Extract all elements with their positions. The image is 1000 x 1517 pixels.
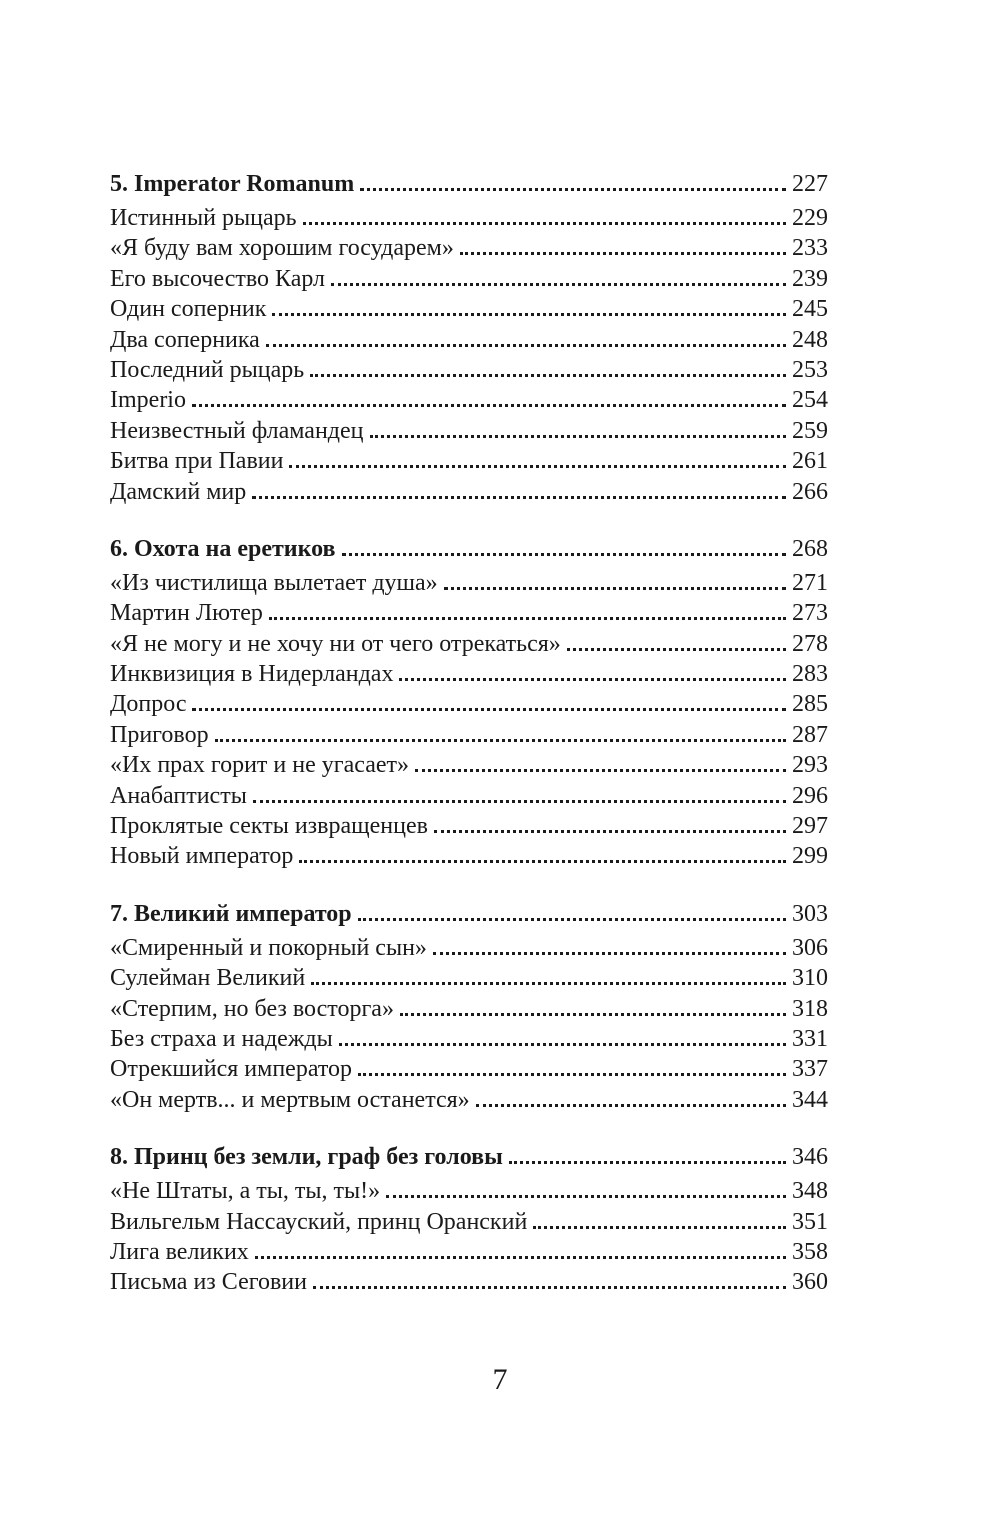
entry-title: Новый император: [110, 843, 294, 870]
dot-leader: [255, 1256, 786, 1259]
dot-leader: [310, 374, 786, 377]
dot-leader: [434, 830, 786, 833]
dot-leader: [386, 1195, 786, 1198]
toc-entry: [110, 933, 828, 963]
toc-entry: [110, 811, 828, 841]
chapter-7: [110, 896, 828, 1115]
entry-page-number: 360: [792, 1269, 828, 1296]
entry-title: Два соперника: [110, 326, 260, 353]
entry-title: Сулейман Великий: [110, 965, 306, 992]
entry-page-number: 310: [792, 965, 828, 992]
chapter-page-number: 227: [792, 171, 828, 197]
dot-leader: [252, 496, 786, 499]
entry-title: Отрекшийся император: [110, 1056, 353, 1083]
entry-page-number: 348: [792, 1178, 828, 1205]
toc-entry: [110, 568, 828, 598]
toc-entry: [110, 294, 828, 324]
dot-leader: [331, 283, 786, 286]
toc-entry: [110, 1176, 828, 1206]
entry-page-number: 266: [792, 478, 828, 505]
entry-title: Дамский мир: [110, 478, 247, 505]
chapter-title: 5. Imperator Romanum: [110, 171, 355, 197]
entry-page-number: 337: [792, 1056, 828, 1083]
entry-title: «Я буду вам хорошим государем»: [110, 235, 454, 262]
entry-title: Без страха и надежды: [110, 1025, 333, 1052]
dot-leader: [269, 617, 786, 620]
toc-entry: [110, 1207, 828, 1237]
toc-entry: [110, 598, 828, 628]
page-number: 7: [492, 1363, 508, 1396]
entry-page-number: 358: [792, 1238, 828, 1265]
entry-page-number: 344: [792, 1086, 828, 1113]
entry-title: Последний рыцарь: [110, 356, 305, 383]
chapter-title: 8. Принц без земли, граф без головы: [110, 1144, 503, 1171]
dot-leader: [399, 678, 786, 681]
toc-entry: [110, 629, 828, 659]
entry-title: Инквизиция в Нидерландах: [110, 661, 394, 688]
chapter-title: 7. Великий император: [110, 900, 352, 927]
entry-page-number: 283: [792, 661, 828, 688]
entry-page-number: 271: [792, 569, 828, 596]
dot-leader: [567, 648, 786, 651]
entry-title: Проклятые секты извращенцев: [110, 813, 428, 840]
entry-page-number: 293: [792, 752, 828, 779]
chapter-heading: [110, 896, 828, 933]
dot-leader: [266, 344, 786, 347]
toc-entry: [110, 659, 828, 689]
entry-title: Письма из Сеговии: [110, 1269, 307, 1296]
entry-page-number: 259: [792, 417, 828, 444]
entry-page-number: 318: [792, 995, 828, 1022]
dot-leader: [400, 1013, 786, 1016]
entry-page-number: 287: [792, 721, 828, 748]
toc-entry: [110, 385, 828, 415]
dot-leader: [533, 1226, 786, 1229]
entry-page-number: 299: [792, 843, 828, 870]
toc-entry: [110, 1267, 828, 1297]
chapter-page-number: 268: [792, 535, 828, 562]
chapter-page-number: 303: [792, 900, 828, 927]
entry-title: «Смиренный и покорный сын»: [110, 934, 427, 961]
entry-title: Один соперник: [110, 296, 267, 323]
entry-page-number: 306: [792, 934, 828, 961]
toc-entry: [110, 203, 828, 233]
dot-leader: [509, 1161, 786, 1164]
entry-title: «Я не могу и не хочу ни от чего отрекаться»: [110, 630, 561, 657]
entry-page-number: 285: [792, 691, 828, 718]
chapter-heading: [110, 1139, 828, 1176]
entry-page-number: 253: [792, 356, 828, 383]
toc-entry: [110, 446, 828, 476]
entry-title: Истинный рыцарь: [110, 205, 297, 231]
dot-leader: [415, 769, 786, 772]
table-of-contents: [110, 166, 828, 1322]
dot-leader: [342, 553, 787, 556]
chapter-5: [110, 166, 828, 507]
entry-title: Анабаптисты: [110, 782, 247, 809]
toc-entry: [110, 963, 828, 993]
dot-leader: [358, 1073, 786, 1076]
entry-page-number: 351: [792, 1208, 828, 1235]
toc-entry: [110, 994, 828, 1024]
dot-leader: [289, 465, 786, 468]
entry-title: Приговор: [110, 721, 209, 748]
dot-leader: [433, 952, 786, 955]
entry-page-number: 273: [792, 600, 828, 627]
dot-leader: [253, 800, 786, 803]
toc-entry: [110, 1085, 828, 1115]
entry-title: «Стерпим, но без восторга»: [110, 995, 394, 1022]
toc-entry: [110, 720, 828, 750]
dot-leader: [370, 435, 786, 438]
chapter-title: 6. Охота на еретиков: [110, 535, 336, 562]
entry-page-number: 229: [792, 205, 828, 231]
toc-entry: [110, 325, 828, 355]
entry-title: «Не Штаты, а ты, ты, ты!»: [110, 1178, 381, 1205]
toc-entry: [110, 781, 828, 811]
entry-title: Мартин Лютер: [110, 600, 263, 627]
entry-page-number: 261: [792, 448, 828, 475]
toc-entry: [110, 841, 828, 871]
entry-page-number: 239: [792, 265, 828, 292]
dot-leader: [360, 188, 786, 191]
chapter-8: [110, 1139, 828, 1298]
entry-page-number: 233: [792, 235, 828, 262]
dot-leader: [358, 918, 786, 921]
entry-page-number: 245: [792, 296, 828, 323]
dot-leader: [192, 404, 786, 407]
dot-leader: [444, 587, 786, 590]
chapter-heading: [110, 531, 828, 568]
dot-leader: [339, 1043, 786, 1046]
chapter-6: [110, 531, 828, 872]
entry-title: «Он мертв... и мертвым останется»: [110, 1086, 470, 1113]
dot-leader: [313, 1286, 786, 1289]
toc-entry: [110, 689, 828, 719]
entry-title: Битва при Павии: [110, 448, 284, 475]
entry-title: Вильгельм Нассауский, принц Оранский: [110, 1208, 528, 1235]
entry-page-number: 296: [792, 782, 828, 809]
entry-page-number: 331: [792, 1025, 828, 1052]
toc-entry: [110, 233, 828, 263]
dot-leader: [460, 252, 786, 255]
chapter-page-number: 346: [792, 1144, 828, 1171]
toc-entry: [110, 355, 828, 385]
dot-leader: [303, 222, 786, 225]
dot-leader: [192, 708, 786, 711]
toc-entry: [110, 1024, 828, 1054]
dot-leader: [311, 982, 786, 985]
entry-title: Лига великих: [110, 1238, 249, 1265]
entry-page-number: 278: [792, 630, 828, 657]
toc-entry: [110, 1054, 828, 1084]
entry-title: «Из чистилища вылетает душа»: [110, 569, 438, 596]
dot-leader: [215, 739, 786, 742]
entry-page-number: 248: [792, 326, 828, 353]
dot-leader: [299, 860, 786, 863]
entry-title: «Их прах горит и не угасает»: [110, 752, 409, 779]
dot-leader: [272, 313, 786, 316]
entry-title: Imperio: [110, 387, 186, 414]
entry-title: Допрос: [110, 691, 187, 718]
toc-entry: [110, 477, 828, 507]
entry-page-number: 297: [792, 813, 828, 840]
chapter-heading: [110, 166, 828, 203]
toc-entry: [110, 750, 828, 780]
entry-title: Его высочество Карл: [110, 265, 326, 292]
toc-entry: [110, 416, 828, 446]
toc-entry: [110, 1237, 828, 1267]
dot-leader: [476, 1104, 786, 1107]
entry-page-number: 254: [792, 387, 828, 414]
toc-entry: [110, 264, 828, 294]
entry-title: Неизвестный фламандец: [110, 417, 364, 444]
